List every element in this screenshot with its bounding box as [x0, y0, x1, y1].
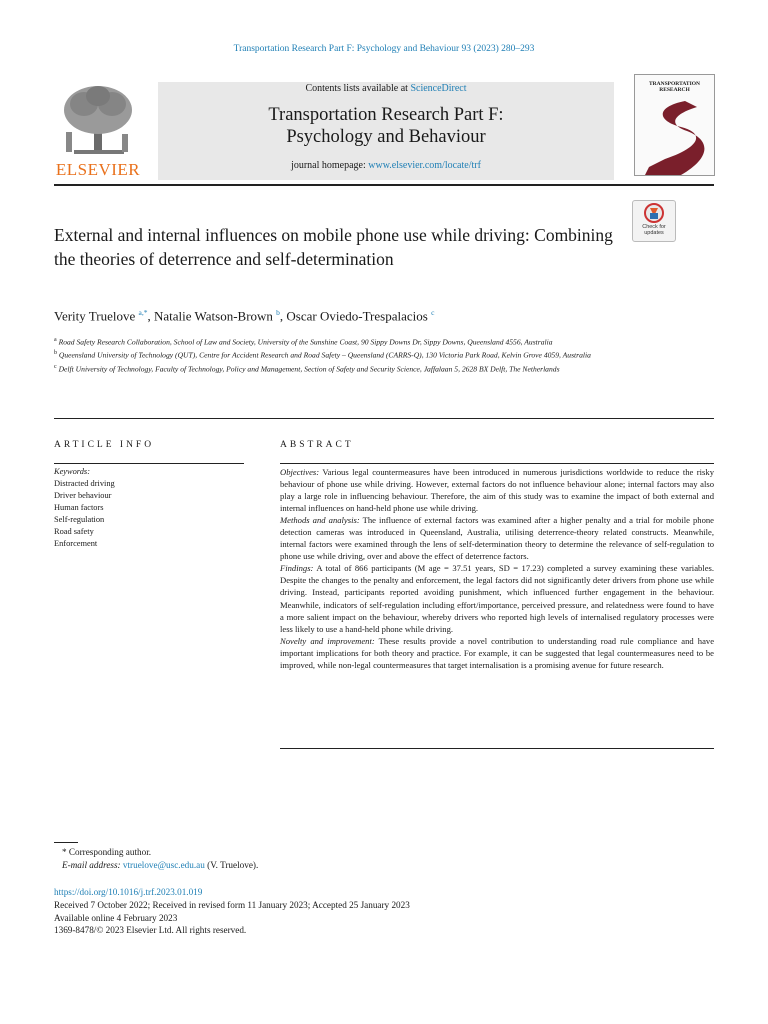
author-sup[interactable]: c [431, 308, 435, 317]
affiliation [54, 348, 614, 361]
abstract-text: The influence of external factors was examined after a higher penalty and a trial for mobile phone detection cameras was introduced in Queensland, Australia, utilising deterrence-theory related constructs. Meanwhile, internal factors were examined through the lens of self-determination theory to determine the relevance of self-regulation to phone use while driving, over and above the effect of deterrence factors. [280, 515, 714, 562]
email-owner: (V. Truelove). [207, 860, 259, 870]
abstract-text: A total of 866 participants (M age = 37.51 years, SD = 17.23) completed a survey examining these variables. Despite the changes to the penalty and enforcement, the legal factors did not significantly deter drivers from phone use while driving. Instead, participants reported avoiding punishment, which influenced further engagement in the behaviour. Meanwhile, indicators of self-regulation including effort/importance, perceived pressure, and relatedness were found to have a more salient impact on the behaviour, whereby drivers who reported high levels of internalised regulatory processes were less likely to use a hand-held phone while driving. [280, 563, 714, 634]
author-sup[interactable]: a,* [138, 308, 148, 317]
elsevier-logo-text: ELSEVIER [55, 160, 141, 179]
affiliation-text: Delft University of Technology, Faculty of Technology, Policy and Management, Section of Safety and Security Science, Jaffalaan 5, 2628 BX Delft, The Netherlands [58, 364, 560, 374]
keyword-item: Driver behaviour [54, 491, 112, 500]
abstract-label: Novelty and improvement: [280, 635, 375, 646]
abstract-text: These results provide a novel contribution to understanding road rule compliance and have important implications for both theory and practice. For example, it can be suggested that legal countermeasures need to be improved, while non-legal countermeasures that target internalisation is a promising avenue for future research. [280, 635, 715, 670]
affiliation [54, 362, 614, 375]
author-list [54, 308, 654, 324]
journal-header [54, 74, 714, 186]
publication-info [54, 886, 654, 937]
homepage-line [158, 160, 614, 171]
abstract-text: Various legal countermeasures have been introduced in numerous jurisdictions worldwide to reduce the risky behaviour of phone use while driving. However, external factors do not influence behaviour alone; internal factors may also play a large role in influencing behaviour. Therefore, the aim of this study was to examine the impact of both external and internal influences on hand-held phone use while driving. [280, 467, 714, 514]
copyright: 1369-8478/© 2023 Elsevier Ltd. All rights reserved. [54, 925, 247, 936]
journal-title [158, 104, 614, 148]
email-note [62, 859, 662, 872]
footnotes [62, 846, 662, 872]
abstract-divider [280, 463, 714, 464]
crossmark-icon [633, 202, 675, 226]
author-separator: , [279, 308, 287, 324]
article-title: External and internal influences on mobile phone use while driving: Combining the theories of deterrence and self-determination [54, 225, 613, 269]
journal-reference-link[interactable]: Transportation Research Part F: Psychology and Behaviour 93 (2023) 280–293 [233, 44, 535, 54]
abstract-paragraph [280, 635, 714, 671]
journal-title-line1: Transportation Research Part F: [268, 105, 504, 125]
keyword-item: Enforcement [54, 539, 98, 548]
affiliations-divider [54, 418, 714, 419]
keyword-item: Human factors [54, 503, 104, 512]
affiliation [54, 335, 614, 348]
abstract-paragraph [280, 514, 714, 562]
homepage-prefix: journal homepage: [291, 160, 369, 171]
affiliation-sup: c [54, 363, 57, 370]
cover-title-line2: RESEARCH [659, 87, 690, 93]
affiliations [54, 335, 614, 375]
corresponding-text: Corresponding author. [68, 847, 152, 857]
contents-prefix: Contents lists available at [305, 83, 411, 94]
affiliation-sup: a [54, 337, 57, 343]
author-name[interactable]: Verity Truelove [54, 308, 136, 324]
crossmark-label [633, 224, 675, 236]
author-sup[interactable]: b [276, 308, 280, 317]
road-icon [635, 75, 714, 175]
keywords-list [54, 466, 244, 550]
corresponding-author-note [62, 846, 662, 859]
contents-line [158, 83, 614, 94]
keyword-item: Self-regulation [54, 515, 105, 524]
affiliation-text: Road Safety Research Collaboration, School of Law and Society, University of the Sunshine Coast, 90 Sippy Downs Dr, Sippy Downs, Queensland 4556, Australia [58, 337, 553, 347]
cover-title-line1: TRANSPORTATION [649, 81, 700, 87]
abstract-label: Objectives: [280, 467, 320, 477]
keywords-label: Keywords: [54, 467, 90, 476]
article-info-divider [54, 463, 244, 464]
journal-homepage-link[interactable]: www.elsevier.com/locate/trf [368, 160, 481, 171]
journal-cover-image[interactable] [634, 74, 715, 176]
tree-icon [54, 82, 144, 158]
check-for-updates-button[interactable] [632, 200, 676, 242]
keyword-item: Road safety [54, 527, 94, 536]
sciencedirect-link[interactable]: ScienceDirect [410, 83, 467, 94]
email-link[interactable]: vtruelove@usc.edu.au [122, 860, 205, 870]
received-dates: Received 7 October 2022; Received in revised form 11 January 2023; Accepted 25 January 2023 [54, 899, 410, 910]
author-name[interactable]: Natalie Watson-Brown [153, 308, 273, 324]
footnote-divider [54, 842, 78, 843]
email-label: E-mail address: [62, 860, 121, 870]
abstract-label: Findings: [280, 563, 314, 574]
header-divider [54, 184, 714, 186]
crossmark-line1: Check for [642, 224, 666, 230]
abstract-bottom-divider [280, 748, 714, 749]
footnote-marker: * [62, 847, 67, 857]
doi-link[interactable]: https://doi.org/10.1016/j.trf.2023.01.019 [54, 887, 203, 897]
author-name[interactable]: Oscar Oviedo-Trespalacios [286, 308, 428, 324]
abstract-label: Methods and analysis: [280, 515, 360, 526]
crossmark-line2: updates [644, 230, 664, 236]
affiliation-text: Queensland University of Technology (QUT), Centre for Accident Research and Road Safety – Queensland (CARRS-Q), 130 Victoria Park Road, Kelvin Grove 4059, Australia [58, 350, 591, 360]
abstract-paragraph [280, 466, 714, 514]
keyword-item: Distracted driving [54, 479, 115, 488]
affiliation-sup: b [54, 350, 57, 357]
online-date: Available online 4 February 2023 [54, 912, 178, 923]
elsevier-tree-logo [54, 82, 144, 180]
author-separator: , [147, 308, 154, 324]
abstract-paragraph [280, 562, 714, 634]
abstract-body [280, 466, 714, 671]
article-info-heading: ARTICLE INFO [54, 440, 155, 450]
journal-title-line2: Psychology and Behaviour [286, 127, 486, 147]
abstract-heading: ABSTRACT [280, 440, 354, 450]
